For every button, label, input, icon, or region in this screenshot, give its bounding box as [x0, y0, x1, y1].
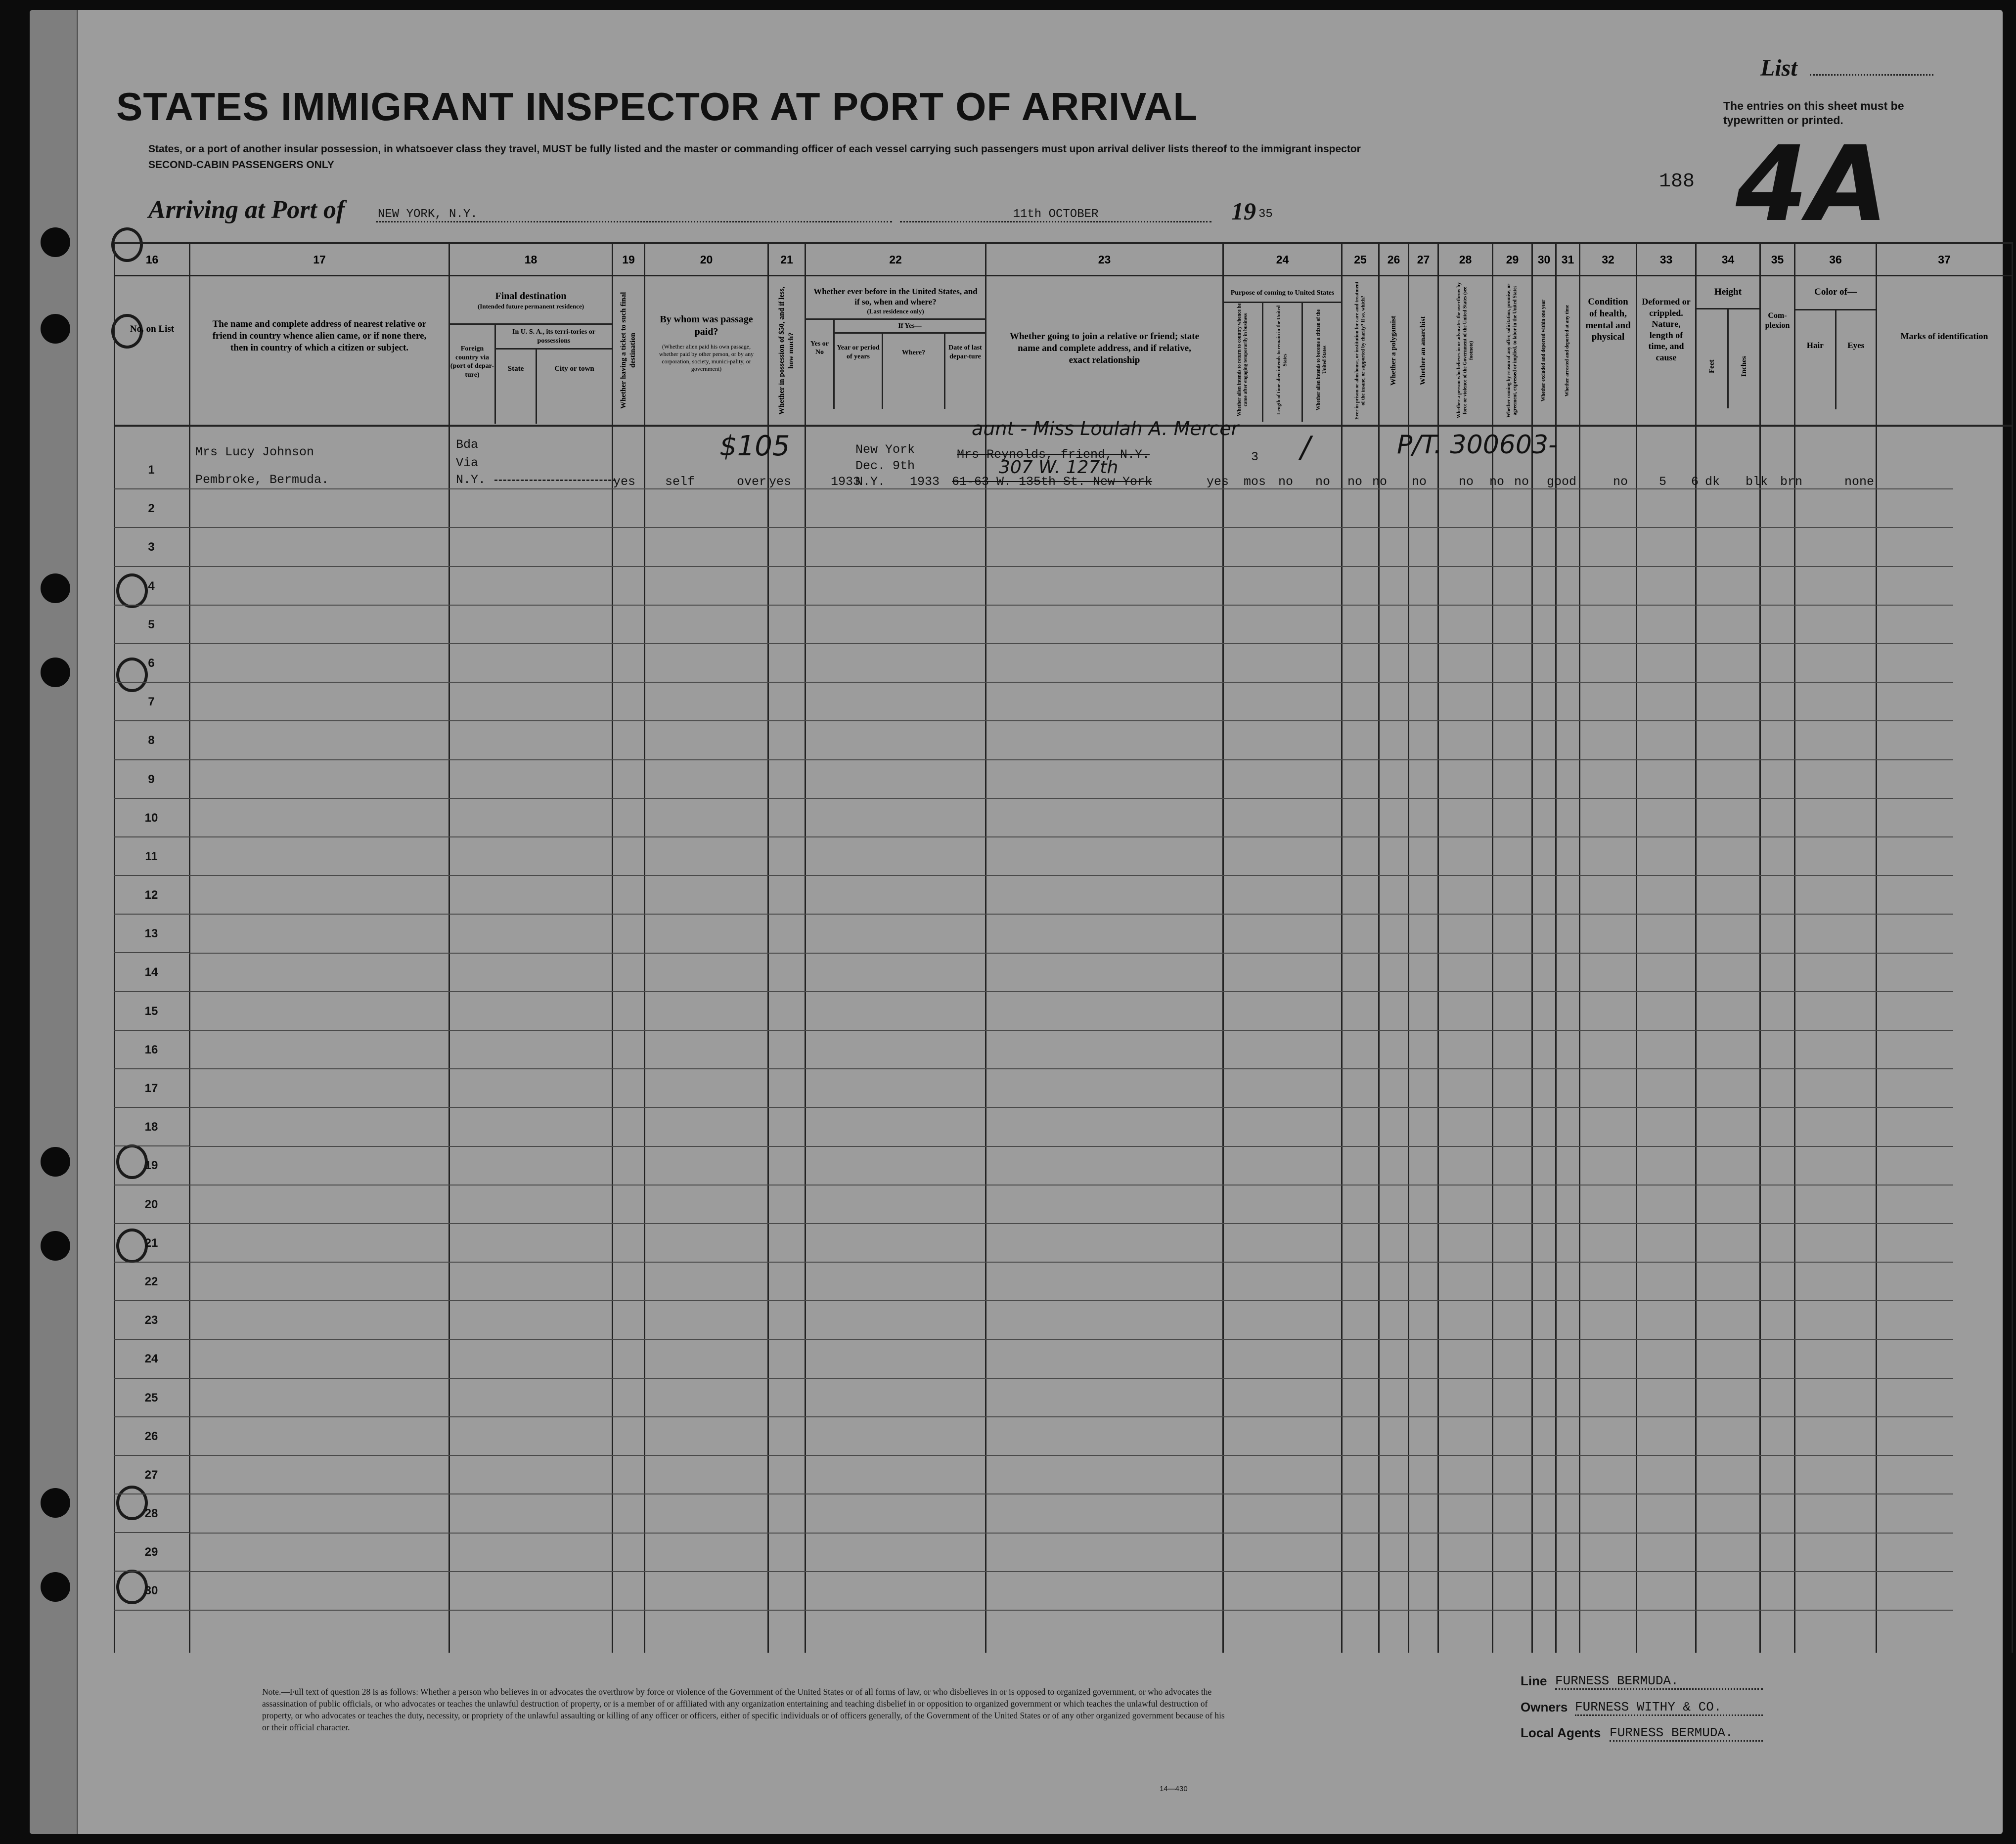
body-col-18 [449, 426, 613, 1653]
header-ticket-text: Whether having a ticket to such final destination [620, 292, 637, 409]
final-destination-subcols [450, 323, 612, 424]
row-rule [189, 1068, 1953, 1069]
header-date-departure: Date of last depar-ture [948, 344, 982, 360]
row-numbers [114, 451, 189, 1611]
header-ticket [613, 276, 645, 426]
row-number: 25 [114, 1379, 189, 1417]
body-col-28 [1438, 426, 1493, 1653]
header-polygamist-text: Whether a polygamist [1389, 315, 1398, 386]
col-num-20: 20 [645, 243, 768, 276]
list-label: List [1760, 55, 1797, 81]
header-marks-text: Marks of identification [1900, 331, 1988, 341]
row-rule [189, 1610, 1953, 1611]
row-number: 1 [114, 451, 189, 489]
header-overthrow [1438, 276, 1493, 426]
row-rule [189, 527, 1953, 528]
row-rule [189, 605, 1953, 606]
col-num-28: 28 [1438, 243, 1493, 276]
col-num-32: 32 [1580, 243, 1637, 276]
page-title: STATES IMMIGRANT INSPECTOR AT PORT OF ARRIVAL [116, 85, 1198, 129]
body-col-25 [1342, 426, 1379, 1653]
header-join [986, 276, 1223, 426]
col-num-36: 36 [1795, 243, 1877, 276]
entry-money: over [737, 475, 767, 489]
row-number: 18 [114, 1108, 189, 1146]
purpose-sub-b [1263, 303, 1303, 422]
entry-polygamist: no [1347, 475, 1363, 489]
body-col-36 [1795, 426, 1877, 1653]
entry-before-yes: yes [769, 475, 792, 489]
entry-money-hand: $105 [719, 430, 790, 462]
punch-hole [41, 573, 70, 603]
punch-hole [41, 227, 70, 257]
agents-label: Local Agents [1521, 1725, 1601, 1740]
class-line: SECOND-CABIN PASSENGERS ONLY [148, 159, 334, 171]
date-value: 11th OCTOBER [900, 208, 1211, 222]
header-arrested-text: Whether arrested and deported at any time [1565, 305, 1570, 396]
entry-join-typed-2: 61-63 W. 135th St. New York [952, 475, 1153, 489]
row-number: 13 [114, 915, 189, 953]
header-purpose-text: Purpose of coming to United States [1224, 289, 1341, 303]
entry-prison: no [1315, 475, 1331, 489]
row-rule [189, 1455, 1953, 1456]
header-join-text: Whether going to join a relative or friend; state name and complete address, and if relative, exact relationship [1009, 331, 1200, 365]
punch-hole [41, 314, 70, 344]
entry-join-hand: aunt - Miss Loulah A. Mercer [972, 418, 1239, 439]
row-rule [189, 875, 1953, 876]
body-col-32 [1580, 426, 1637, 1653]
height-subcols [1697, 309, 1759, 408]
form-number: 14—430 [1160, 1785, 1188, 1793]
header-if-yes-group [835, 320, 985, 409]
col-num-17: 17 [190, 243, 449, 276]
purpose-sub-c [1303, 303, 1341, 422]
row-number: 7 [114, 683, 189, 721]
body-col-30 [1532, 426, 1556, 1653]
entry-inches: 6 [1691, 475, 1699, 489]
col-num-27: 27 [1409, 243, 1438, 276]
entry-health: good [1547, 475, 1577, 489]
header-anarchist [1409, 276, 1438, 426]
body-col-23 [986, 426, 1223, 1653]
col-num-30: 30 [1532, 243, 1556, 276]
header-feet: Feet [1707, 359, 1716, 373]
header-purpose-return: Whether alien intends to return to country whence he came after engaging temporarily in business [1237, 303, 1249, 416]
header-prison-text: Ever in prison or almshouse, or institution for care and treatment of the insane, or supported by charity? If so, which? [1354, 281, 1366, 420]
punch-hole [41, 1488, 70, 1518]
header-arrested [1556, 276, 1580, 426]
entry-hand-annotation: P/T. 300603- [1397, 430, 1558, 460]
header-usa: In U. S. A., its terri-tories or possessions [496, 325, 612, 350]
port-value: NEW YORK, N.Y. [376, 208, 892, 222]
body-col-35 [1760, 426, 1795, 1653]
row-rule [189, 1030, 1953, 1031]
header-health-text: Condition of health, mental and physical [1585, 297, 1631, 343]
row-rule [189, 836, 1953, 837]
col-num-33: 33 [1637, 243, 1696, 276]
header-labor-text: Whether coming by reason of any offer, solicitation, promise, or agreement, expressed or implied, to labor in the United States [1506, 283, 1518, 418]
color-subcols [1795, 310, 1876, 409]
entry-date-departure: 1933 [910, 475, 940, 489]
row-number: 27 [114, 1456, 189, 1494]
header-overthrow-text: Whether a person who believes in or advocates the overthrow by force or violence of the Government of the United States (see footnote) [1456, 282, 1474, 419]
body-col-17 [190, 426, 449, 1653]
row-number: 23 [114, 1301, 189, 1340]
row-rule [189, 991, 1953, 992]
col-num-16: 16 [115, 243, 190, 276]
entry-marks: none [1844, 475, 1875, 489]
entry-hair: blk [1746, 475, 1768, 489]
header-color-text: Color of— [1795, 286, 1876, 310]
col-num-29: 29 [1493, 243, 1532, 276]
owners-label: Owners [1521, 1700, 1568, 1714]
body-col-37 [1877, 426, 2013, 1653]
year-prefix: 19 [1231, 197, 1256, 225]
header-deformed-text: Deformed or crippled. Nature, length of time, and cause [1642, 297, 1691, 362]
col-num-26: 26 [1379, 243, 1409, 276]
owners-value: FURNESS WITHY & CO. [1575, 1700, 1763, 1716]
body-col-24 [1223, 426, 1342, 1653]
col-num-18: 18 [449, 243, 613, 276]
entry-join-hand-addr: 307 W. 127th [999, 457, 1119, 478]
row-rule [189, 1571, 1953, 1572]
binding-edge [30, 10, 78, 1834]
header-where: Where? [883, 334, 945, 409]
entry-ticket: yes [613, 475, 636, 489]
punch-hole [41, 658, 70, 687]
row-number: 4 [114, 567, 189, 606]
row-number: 28 [114, 1494, 189, 1533]
entry-year: 1933 [831, 475, 861, 489]
row-number: 11 [114, 837, 189, 876]
intro-line: States, or a port of another insular possession, in whatsoever class they travel, MUST be fully listed and the master or commanding officer of each vessel carrying such passengers must upon arrival deliver lists thereof to the immigrant inspector [148, 143, 1361, 155]
entry-port-departure: N.Y. [456, 473, 486, 487]
row-rule [189, 1262, 1953, 1263]
entry-complexion: dk [1705, 475, 1720, 489]
row-number: 22 [114, 1263, 189, 1301]
purpose-sub-a [1224, 303, 1263, 422]
header-anarchist-text: Whether an anarchist [1419, 316, 1428, 385]
row-number: 24 [114, 1340, 189, 1378]
entry-feet: 5 [1659, 475, 1667, 489]
header-paid-by-note: (Whether alien paid his own passage, whether paid by other person, or by any corporation, society, munici-pality, or government) [659, 343, 754, 372]
entry-anarchist: no [1372, 475, 1388, 489]
header-purpose-citizen: Whether alien intends to become a citizen of the United States [1316, 309, 1328, 410]
entry-length-1: 3 [1251, 450, 1259, 464]
entry-where-3: N.Y. [855, 475, 886, 489]
header-before-us-text: Whether ever before in the United States, and if so, when and where? [813, 287, 978, 307]
header-state: State [496, 350, 537, 424]
height-sub-inches [1729, 309, 1759, 408]
row-rule [189, 914, 1953, 915]
row-number: 12 [114, 876, 189, 915]
header-marks [1877, 276, 2013, 426]
entry-foreign-country: Bda [456, 438, 479, 452]
header-relative-text: The name and complete address of nearest relative or friend in country whence alien came, or if none there, then in country of which a citizen or subject. [212, 319, 427, 353]
header-before-us [806, 276, 986, 426]
row-rule [189, 566, 1953, 567]
purpose-subcols [1224, 303, 1341, 422]
header-inches: Inches [1740, 355, 1748, 377]
col-num-35: 35 [1760, 243, 1795, 276]
row-number: 29 [114, 1533, 189, 1572]
row-rule [189, 1493, 1953, 1494]
row-number: 9 [114, 760, 189, 799]
header-yes-no: Yes or No [806, 320, 835, 409]
row-rule [189, 1107, 1953, 1108]
body-col-31 [1556, 426, 1580, 1653]
row-number: 30 [114, 1572, 189, 1610]
col-num-25: 25 [1342, 243, 1379, 276]
header-relative [190, 276, 449, 426]
list-number: 188 [1659, 171, 1695, 193]
header-paid-by-text: By whom was passage paid? [660, 314, 753, 337]
header-no-on-list-text: No. on List [130, 324, 175, 334]
line-value: FURNESS BERMUDA. [1555, 1673, 1763, 1690]
col-num-37: 37 [1877, 243, 2013, 276]
body-col-20 [645, 426, 768, 1653]
header-if-yes: If Yes— [835, 320, 985, 334]
row-number: 2 [114, 489, 189, 528]
entry-length-2: mos [1244, 475, 1266, 489]
list-underline [1810, 74, 1933, 76]
row-rule [189, 1533, 1953, 1534]
row-rule [189, 1378, 1953, 1379]
row-rule [189, 643, 1953, 644]
row-number: 8 [114, 721, 189, 760]
entry-labor: no [1459, 475, 1474, 489]
entry-paid-by: self [665, 475, 695, 489]
question-28-note: Note.—Full text of question 28 is as follows: Whether a person who believes in or advocates the overthrow by force or violence of the Government of the United States or of all forms of law, or who disbelieves in or is opposed to organized government, or who advocates the assassination of public officials, or who advocates or teaches the unlawful destruction of property, or is a member of or affiliated with any organization entertaining and teaching disbelief in or opposition to organized government or which teaches the unlawful destruction of property, or who advocates or teaches the duty, necessity, or propriety of the unlawful assaulting or killing of any officer or officers, either of specific individuals or of officers generally, of the Government of the United States or of any other organized government because of his or their official character. [262, 1687, 1225, 1733]
row-rule [189, 1416, 1953, 1417]
row-number: 6 [114, 644, 189, 683]
row-rule [189, 1146, 1953, 1147]
body-col-27 [1409, 426, 1438, 1653]
col-num-22: 22 [806, 243, 986, 276]
col-num-24: 24 [1223, 243, 1342, 276]
row-number: 21 [114, 1224, 189, 1263]
body-col-33 [1637, 426, 1696, 1653]
header-money [768, 276, 806, 426]
body-col-21 [768, 426, 806, 1653]
before-us-subcols [806, 318, 985, 409]
header-money-text: Whether in possession of $50, and if less, how much? [778, 286, 795, 415]
row-rule [189, 759, 1953, 760]
header-purpose-length: Length of time alien intends to remain in the United States [1276, 305, 1288, 415]
entry-destination-dash [494, 480, 616, 481]
entry-citizen-mark: / [1300, 430, 1311, 465]
row-rule [189, 682, 1953, 683]
entry-purpose: yes [1207, 475, 1229, 489]
header-health [1580, 276, 1637, 426]
row-number: 15 [114, 992, 189, 1031]
entry-deformed: no [1613, 475, 1628, 489]
col-num-21: 21 [768, 243, 806, 276]
row-number: 10 [114, 799, 189, 837]
punch-hole [41, 1572, 70, 1602]
entry-relative-name: Mrs Lucy Johnson [195, 445, 314, 459]
row-number: 14 [114, 953, 189, 992]
row-rule [189, 1223, 1953, 1224]
row-rule [189, 798, 1953, 799]
punch-hole [41, 1147, 70, 1177]
agents-value: FURNESS BERMUDA. [1610, 1725, 1763, 1742]
header-hair: Hair [1795, 310, 1837, 409]
row-rule [189, 1339, 1953, 1340]
entry-citizen: no [1278, 475, 1294, 489]
height-sub-feet [1697, 309, 1729, 408]
arriving-label: Arriving at Port of [148, 196, 345, 224]
row-rule [189, 720, 1953, 721]
entry-overthrow: no [1412, 475, 1427, 489]
header-excluded-text: Whether excluded and deported within one year [1541, 300, 1547, 401]
header-paid-by [645, 276, 768, 426]
header-final-destination [449, 276, 613, 426]
header-year: Year or period of years [835, 334, 883, 409]
row-number: 16 [114, 1031, 189, 1069]
row-number: 3 [114, 528, 189, 567]
header-before-us-note: (Last residence only) [867, 307, 924, 315]
entry-join-typed: Mrs Reynolds, friend, N.Y. [957, 447, 1150, 462]
entry-excluded: no [1489, 475, 1505, 489]
body-col-34 [1696, 426, 1760, 1653]
entry-relative-address: Pembroke, Bermuda. [195, 473, 329, 487]
header-foreign-country: Foreign country via (port of depar-ture) [450, 325, 496, 424]
row-rule [189, 1300, 1953, 1301]
row-rule [189, 953, 1953, 954]
header-usa-subcols [496, 350, 612, 424]
header-if-yes-subcols [835, 334, 985, 409]
header-complexion-text: Com-plexion [1765, 311, 1790, 330]
header-height [1696, 276, 1760, 426]
row-number: 20 [114, 1185, 189, 1224]
header-height-text: Height [1697, 286, 1759, 309]
header-eyes: Eyes [1847, 340, 1865, 350]
col-num-19: 19 [613, 243, 645, 276]
row-number: 5 [114, 606, 189, 644]
row-number: 26 [114, 1417, 189, 1456]
col-num-34: 34 [1696, 243, 1760, 276]
body-col-22 [806, 426, 986, 1653]
header-deformed [1637, 276, 1696, 426]
header-complexion [1760, 276, 1795, 426]
header-polygamist [1379, 276, 1409, 426]
line-label: Line [1521, 1673, 1547, 1688]
header-final-destination-text: Final destination [495, 291, 567, 302]
entry-arrested: no [1514, 475, 1529, 489]
typewritten-note: The entries on this sheet must be typewritten or printed. [1723, 99, 1904, 127]
body-col-29 [1493, 426, 1532, 1653]
entry-where-1: New York [855, 442, 915, 457]
col-num-31: 31 [1556, 243, 1580, 276]
handwritten-list-number: 4A [1736, 124, 1888, 245]
entry-via: Via [456, 456, 479, 470]
punch-hole [41, 1231, 70, 1261]
header-color [1795, 276, 1877, 426]
header-prison [1342, 276, 1379, 426]
header-usa-group [496, 325, 612, 424]
year-suffix: 35 [1258, 208, 1273, 221]
header-purpose [1223, 276, 1342, 426]
row-number: 19 [114, 1146, 189, 1185]
header-excluded [1532, 276, 1556, 426]
header-final-destination-note: (Intended future permanent residence) [477, 303, 584, 310]
body-col-26 [1379, 426, 1409, 1653]
entry-where-2: Dec. 9th [855, 459, 915, 473]
header-no-on-list [115, 276, 190, 426]
row-number: 17 [114, 1069, 189, 1108]
col-num-23: 23 [986, 243, 1223, 276]
header-city: City or town [554, 365, 594, 373]
body-col-19 [613, 426, 645, 1653]
header-labor [1493, 276, 1532, 426]
entry-eyes: brn [1780, 475, 1803, 489]
